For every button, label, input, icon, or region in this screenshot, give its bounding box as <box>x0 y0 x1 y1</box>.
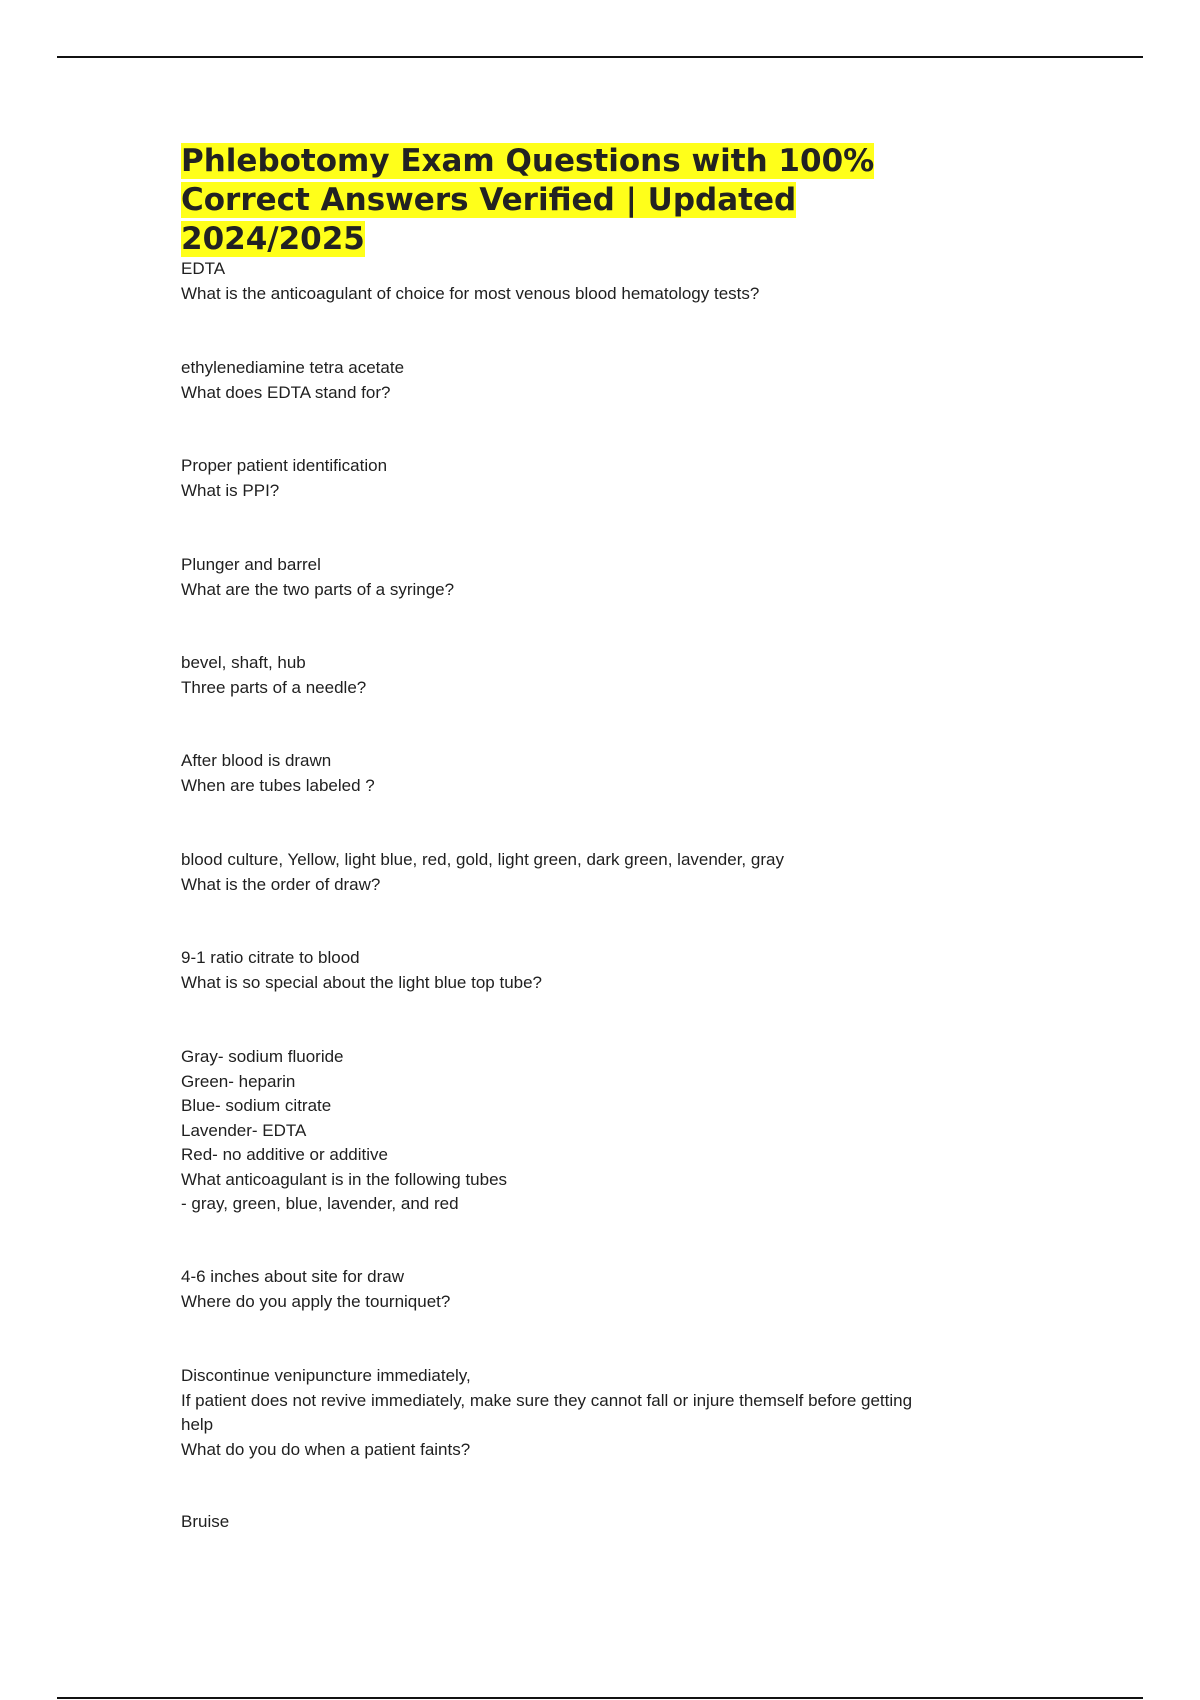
question-text: What does EDTA stand for? <box>181 382 391 402</box>
question-text: Three parts of a needle? <box>181 677 367 697</box>
qa-entry <box>181 749 1021 798</box>
question-text: What do you do when a patient faints? <box>181 1439 471 1459</box>
question-text: Where do you apply the tourniquet? <box>181 1291 451 1311</box>
answer-text: 4-6 inches about site for draw <box>181 1267 405 1286</box>
document-title <box>181 142 941 259</box>
qa-entry <box>181 553 1021 602</box>
qa-entry <box>181 1364 1021 1462</box>
question-text: What anticoagulant is in the following tubes <box>181 1169 508 1189</box>
answer-text: Proper patient identification <box>181 456 388 475</box>
answer-text: Green- heparin <box>181 1071 296 1091</box>
answer-text: Red- no additive or additive <box>181 1145 388 1164</box>
question-text: What is PPI? <box>181 480 280 500</box>
answer-text: Discontinue venipuncture immediately, <box>181 1366 471 1385</box>
answer-text: Bruise <box>181 1512 230 1531</box>
answer-text: Gray- sodium fluoride <box>181 1047 344 1066</box>
answer-text: ethylenediamine tetra acetate <box>181 358 405 377</box>
question-text: What is so special about the light blue top tube? <box>181 972 543 992</box>
answer-text: Lavender- EDTA <box>181 1120 307 1140</box>
qa-entry <box>181 1510 1021 1535</box>
answer-text: Blue- sodium citrate <box>181 1096 332 1115</box>
header-rule <box>57 56 1143 58</box>
answer-text: blood culture, Yellow, light blue, red, gold, light green, dark green, lavender, gray <box>181 850 784 869</box>
qa-entry <box>181 257 1021 306</box>
question-text: What are the two parts of a syringe? <box>181 579 455 599</box>
answer-text: If patient does not revive immediately, make sure they cannot fall or injure themself before getting <box>181 1390 913 1410</box>
answer-text: EDTA <box>181 259 226 278</box>
answer-text: Plunger and barrel <box>181 555 321 574</box>
question-text: What is the order of draw? <box>181 874 381 894</box>
question-text: When are tubes labeled ? <box>181 775 375 795</box>
footer-rule <box>57 1697 1143 1699</box>
qa-entry <box>181 1265 1021 1314</box>
qa-entry <box>181 1045 1021 1217</box>
qa-entry <box>181 356 1021 405</box>
qa-entry <box>181 651 1021 700</box>
question-text: What is the anticoagulant of choice for most venous blood hematology tests? <box>181 283 760 303</box>
qa-entry <box>181 848 1021 897</box>
answer-text: After blood is drawn <box>181 751 332 770</box>
question-text: - gray, green, blue, lavender, and red <box>181 1194 459 1213</box>
answer-text: bevel, shaft, hub <box>181 653 306 672</box>
answer-text: 9-1 ratio citrate to blood <box>181 948 360 967</box>
document-title-text: Phlebotomy Exam Questions with 100% Correct Answers Verified | Updated 2024/2025 <box>181 143 875 257</box>
answer-text: help <box>181 1415 214 1434</box>
qa-entry <box>181 946 1021 995</box>
qa-entry <box>181 454 1021 503</box>
